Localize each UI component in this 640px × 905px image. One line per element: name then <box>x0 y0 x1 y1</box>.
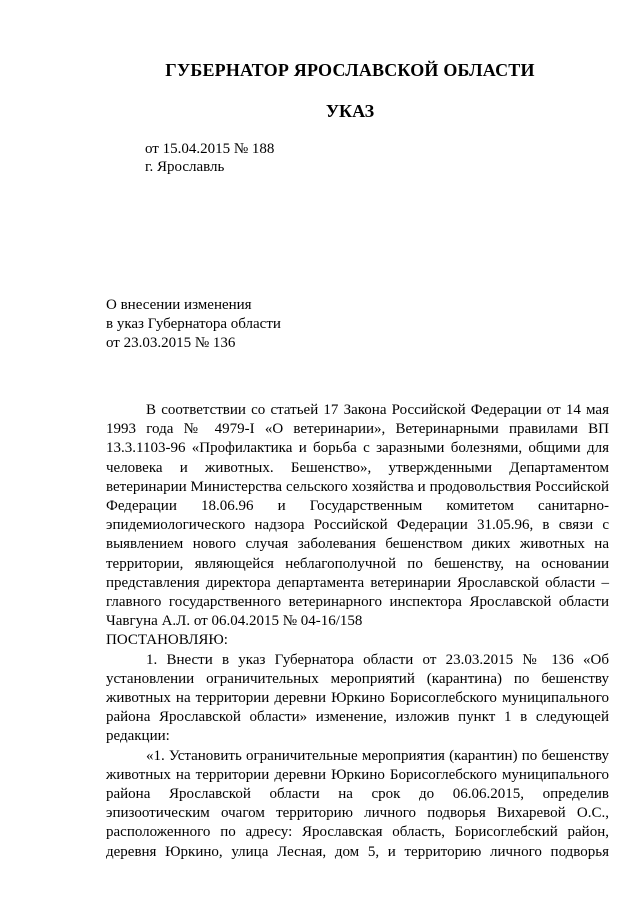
document-type: УКАЗ <box>325 101 375 121</box>
subject-line: от 23.03.2015 № 136 <box>106 335 236 351</box>
item-1-paragraph: 1. Внести в указ Губернатора области от 23.03.2015 № 136 «Об установлении ограничительных мероприятий (карантина) по бешенству животных на территории деревни Юркино Борисоглебского муниципального района Ярославской области» изменение, изложив пункт 1 в следующей редакции: <box>106 651 609 745</box>
subject-line: О внесении изменения <box>106 297 252 313</box>
preamble-paragraph: В соответствии со статьей 17 Закона Российской Федерации от 14 мая 1993 года № 4979-I «О ветеринарии», Ветеринарными правилами ВП 13.3.1103-96 «Профилактика и борьба с заразными болезнями, общими для человека и животных. Бешенство», утвержденными Департаментом ветеринарии Министерства сельского хозяйства и продовольствия Российской Федерации 18.06.96 и Государственным комитетом санитарно-эпидемиологического надзора Российской Федерации 31.05.96, в связи с выявлением нового случая заболевания бешенством диких животных на территории, являющейся неблагополучной по бешенству, на основании представления директора департамента ветеринарии Ярославской области – главного государственного ветеринарного инспектора Ярославской области Чавгуна А.Л. от 06.04.2015 № 04-16/158 <box>106 402 609 630</box>
authority-title: ГУБЕРНАТОР ЯРОСЛАВСКОЙ ОБЛАСТИ <box>165 60 535 80</box>
decree-subject <box>106 296 281 353</box>
quoted-item-paragraph: «1. Установить ограничительные мероприятия (карантин) по бешенству животных на территории деревни Юркино Борисоглебского муниципального района Ярославской области на срок до 06.06.2015, определив эпизоотическим очагом территорию личного подворья Вихаревой О.С., расположенного по адресу: Ярославская область, Борисоглебский район, деревня Юркино, улица Лесная, дом 5, и территорию личного подворья <box>106 747 609 860</box>
decree-date-number: от 15.04.2015 № 188 <box>145 141 275 157</box>
decree-city: г. Ярославль <box>145 159 225 175</box>
subject-line: в указ Губернатора области <box>106 316 281 332</box>
decree-body <box>106 401 609 862</box>
resolve-word: ПОСТАНОВЛЯЮ: <box>106 632 228 649</box>
